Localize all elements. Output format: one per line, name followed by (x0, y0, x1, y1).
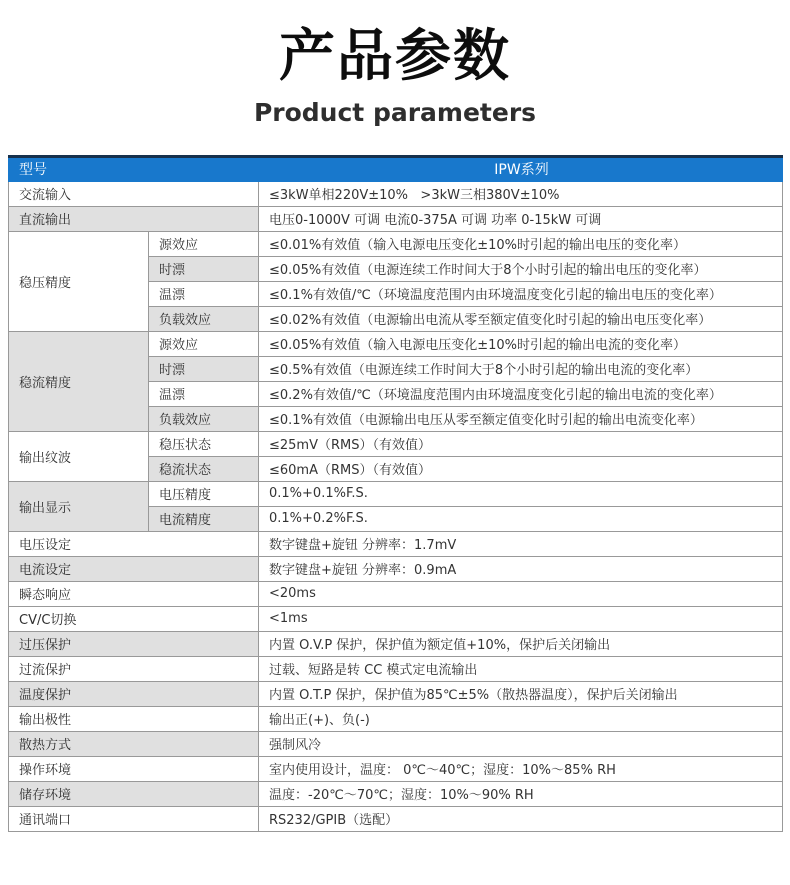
title-block (0, 0, 790, 127)
table-row (9, 556, 783, 581)
spec-table-container (8, 155, 782, 832)
row-label: 交流输入 (9, 181, 259, 206)
row-value: ≤3kW单相220V±10% >3kW三相380V±10% (259, 181, 783, 206)
row-value: 温度：-20℃～70℃；湿度：10%～90% RH (259, 781, 783, 806)
row-label: CV/C切换 (9, 606, 259, 631)
row-value: 内置 O.T.P 保护，保护值为85℃±5%（散热器温度），保护后关闭输出 (259, 681, 783, 706)
page-subtitle: Product parameters (253, 97, 537, 127)
table-row (9, 631, 783, 656)
row-label: 储存环境 (9, 781, 259, 806)
row-label: 过流保护 (9, 656, 259, 681)
row-value: ≤0.2%有效值/℃（环境温度范围内由环境温度变化引起的输出电流的变化率） (259, 381, 783, 406)
row-label: 通讯端口 (9, 806, 259, 831)
row-group-label: 输出纹波 (9, 431, 149, 481)
row-value: 0.1%+0.1%F.S. (259, 481, 783, 506)
row-value: 强制风冷 (259, 731, 783, 756)
table-row (9, 531, 783, 556)
row-label: 直流输出 (9, 206, 259, 231)
row-sub-label: 稳流状态 (149, 456, 259, 481)
row-sub-label: 时漂 (149, 256, 259, 281)
row-label: 操作环境 (9, 756, 259, 781)
table-row (9, 606, 783, 631)
row-sub-label: 电压精度 (149, 481, 259, 506)
row-value: ≤0.5%有效值（电源连续工作时间大于8个小时引起的输出电流的变化率） (259, 356, 783, 381)
table-row (9, 206, 783, 231)
row-label: 瞬态响应 (9, 581, 259, 606)
row-label: 温度保护 (9, 681, 259, 706)
row-value: ≤0.01%有效值（输入电源电压变化±10%时引起的输出电压的变化率） (259, 231, 783, 256)
spec-table-body (9, 181, 783, 831)
table-row (9, 181, 783, 206)
row-value: RS232/GPIB（选配） (259, 806, 783, 831)
row-sub-label: 源效应 (149, 331, 259, 356)
row-sub-label: 电流精度 (149, 506, 259, 531)
row-value: 室内使用设计，温度： 0℃～40℃；湿度：10%～85% RH (259, 756, 783, 781)
header-model-label: 型号 (9, 156, 259, 181)
row-label: 过压保护 (9, 631, 259, 656)
row-value: <20ms (259, 581, 783, 606)
table-row (9, 331, 783, 356)
row-value: 数字键盘+旋钮 分辨率：1.7mV (259, 531, 783, 556)
row-sub-label: 负载效应 (149, 406, 259, 431)
row-value: 数字键盘+旋钮 分辨率：0.9mA (259, 556, 783, 581)
row-sub-label: 负载效应 (149, 306, 259, 331)
table-header-row (9, 156, 783, 181)
row-value: ≤0.05%有效值（输入电源电压变化±10%时引起的输出电流的变化率） (259, 331, 783, 356)
row-value: ≤0.02%有效值（电源输出电流从零至额定值变化时引起的输出电压变化率） (259, 306, 783, 331)
row-value: ≤0.1%有效值/℃（环境温度范围内由环境温度变化引起的输出电压的变化率） (259, 281, 783, 306)
table-row (9, 806, 783, 831)
row-sub-label: 稳压状态 (149, 431, 259, 456)
row-group-label: 稳压精度 (9, 231, 149, 331)
row-value: <1ms (259, 606, 783, 631)
row-sub-label: 温漂 (149, 381, 259, 406)
row-value: ≤0.1%有效值（电源输出电压从零至额定值变化时引起的输出电流变化率） (259, 406, 783, 431)
row-label: 散热方式 (9, 731, 259, 756)
table-row (9, 706, 783, 731)
spec-table (8, 155, 783, 832)
row-sub-label: 源效应 (149, 231, 259, 256)
row-value: ≤0.05%有效值（电源连续工作时间大于8个小时引起的输出电压的变化率） (259, 256, 783, 281)
row-value: ≤25mV（RMS）（有效值） (259, 431, 783, 456)
page-title: 产品参数 (279, 24, 511, 89)
row-value: 内置 O.V.P 保护，保护值为额定值+10%，保护后关闭输出 (259, 631, 783, 656)
row-value: 0.1%+0.2%F.S. (259, 506, 783, 531)
row-sub-label: 温漂 (149, 281, 259, 306)
row-value: 过载、短路是转 CC 模式定电流输出 (259, 656, 783, 681)
table-row (9, 756, 783, 781)
header-series-label: IPW系列 (259, 156, 783, 181)
row-label: 电压设定 (9, 531, 259, 556)
row-value: 输出正(+)、负(-) (259, 706, 783, 731)
row-group-label: 稳流精度 (9, 331, 149, 431)
row-label: 电流设定 (9, 556, 259, 581)
row-value: ≤60mA（RMS）（有效值） (259, 456, 783, 481)
row-group-label: 输出显示 (9, 481, 149, 531)
row-label: 输出极性 (9, 706, 259, 731)
table-row (9, 781, 783, 806)
table-row (9, 481, 783, 506)
table-row (9, 431, 783, 456)
row-value: 电压0-1000V 可调 电流0-375A 可调 功率 0-15kW 可调 (259, 206, 783, 231)
table-row (9, 581, 783, 606)
table-row (9, 731, 783, 756)
table-row (9, 681, 783, 706)
row-sub-label: 时漂 (149, 356, 259, 381)
table-row (9, 231, 783, 256)
table-row (9, 656, 783, 681)
